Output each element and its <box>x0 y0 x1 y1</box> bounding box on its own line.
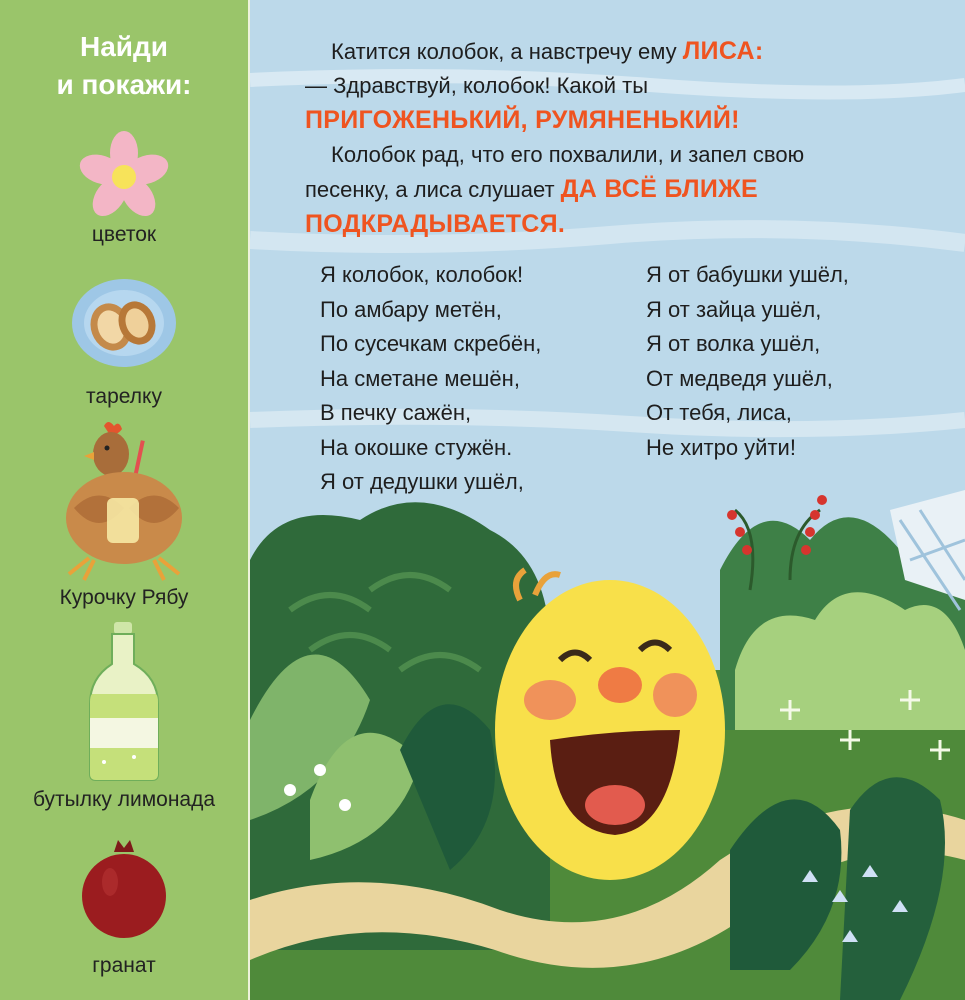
highlight-text: ДА ВСЁ БЛИЖЕ <box>560 175 759 203</box>
song-line: На сметане мешён, <box>320 365 520 391</box>
song-line: В печку сажён, <box>320 400 472 425</box>
song-column-right <box>646 258 849 465</box>
song-line: По сусечкам скребён, <box>320 331 542 356</box>
illustration-scene <box>250 470 965 1000</box>
story-page <box>250 0 965 1000</box>
story-paragraph: песенку, а лиса слушает ДА ВСЁ БЛИЖЕ <box>305 175 759 203</box>
sidebar-item-label: тарелку <box>86 385 162 408</box>
story-paragraph: — Здравствуй, колобок! Какой ты <box>305 73 649 98</box>
song-column-left <box>320 258 541 500</box>
sidebar-item-label: бутылку лимонада <box>32 788 216 811</box>
sidebar-item-label: цветок <box>91 223 157 246</box>
story-text <box>305 34 925 242</box>
sidebar-title: Найди и покажи: <box>56 31 192 100</box>
song-line: На окошке стужён. <box>320 434 513 460</box>
song-line: Не хитро уйти! <box>646 434 796 460</box>
story-paragraph: Колобок рад, что его похвалили, и запел свою <box>331 142 805 167</box>
lemonade-bottle-icon <box>84 622 164 782</box>
song-line: От тебя, лиса, <box>646 400 792 425</box>
story-paragraph: Катится колобок, а навстречу ему ЛИСА: <box>331 37 764 65</box>
hen-icon <box>49 418 199 583</box>
story-paragraph <box>305 103 925 138</box>
story-paragraph <box>305 207 925 242</box>
highlight-text: ПОДКРАДЫВАЕТСЯ. <box>305 210 566 238</box>
highlight-text: ЛИСА: <box>682 37 764 65</box>
find-and-show-sidebar <box>0 0 250 1000</box>
song-line: От медведя ушёл, <box>646 365 833 391</box>
sidebar-item-label: гранат <box>92 954 156 977</box>
song-line: Я от бабушки ушёл, <box>646 262 849 287</box>
highlight-text: ПРИГОЖЕНЬКИЙ, РУМЯНЕНЬКИЙ! <box>305 106 740 134</box>
pomegranate-icon <box>74 838 174 943</box>
sidebar-item-label: Курочку Рябу <box>59 586 189 609</box>
flower-icon <box>74 130 174 225</box>
song-line: Я от дедушки ушёл, <box>320 469 524 494</box>
plate-icon <box>64 275 184 370</box>
song-line: Я от волка ушёл, <box>646 331 821 356</box>
song-line: По амбару метён, <box>320 296 502 322</box>
song-line: Я от зайца ушёл, <box>646 296 822 322</box>
song-line: Я колобок, колобок! <box>320 262 524 287</box>
